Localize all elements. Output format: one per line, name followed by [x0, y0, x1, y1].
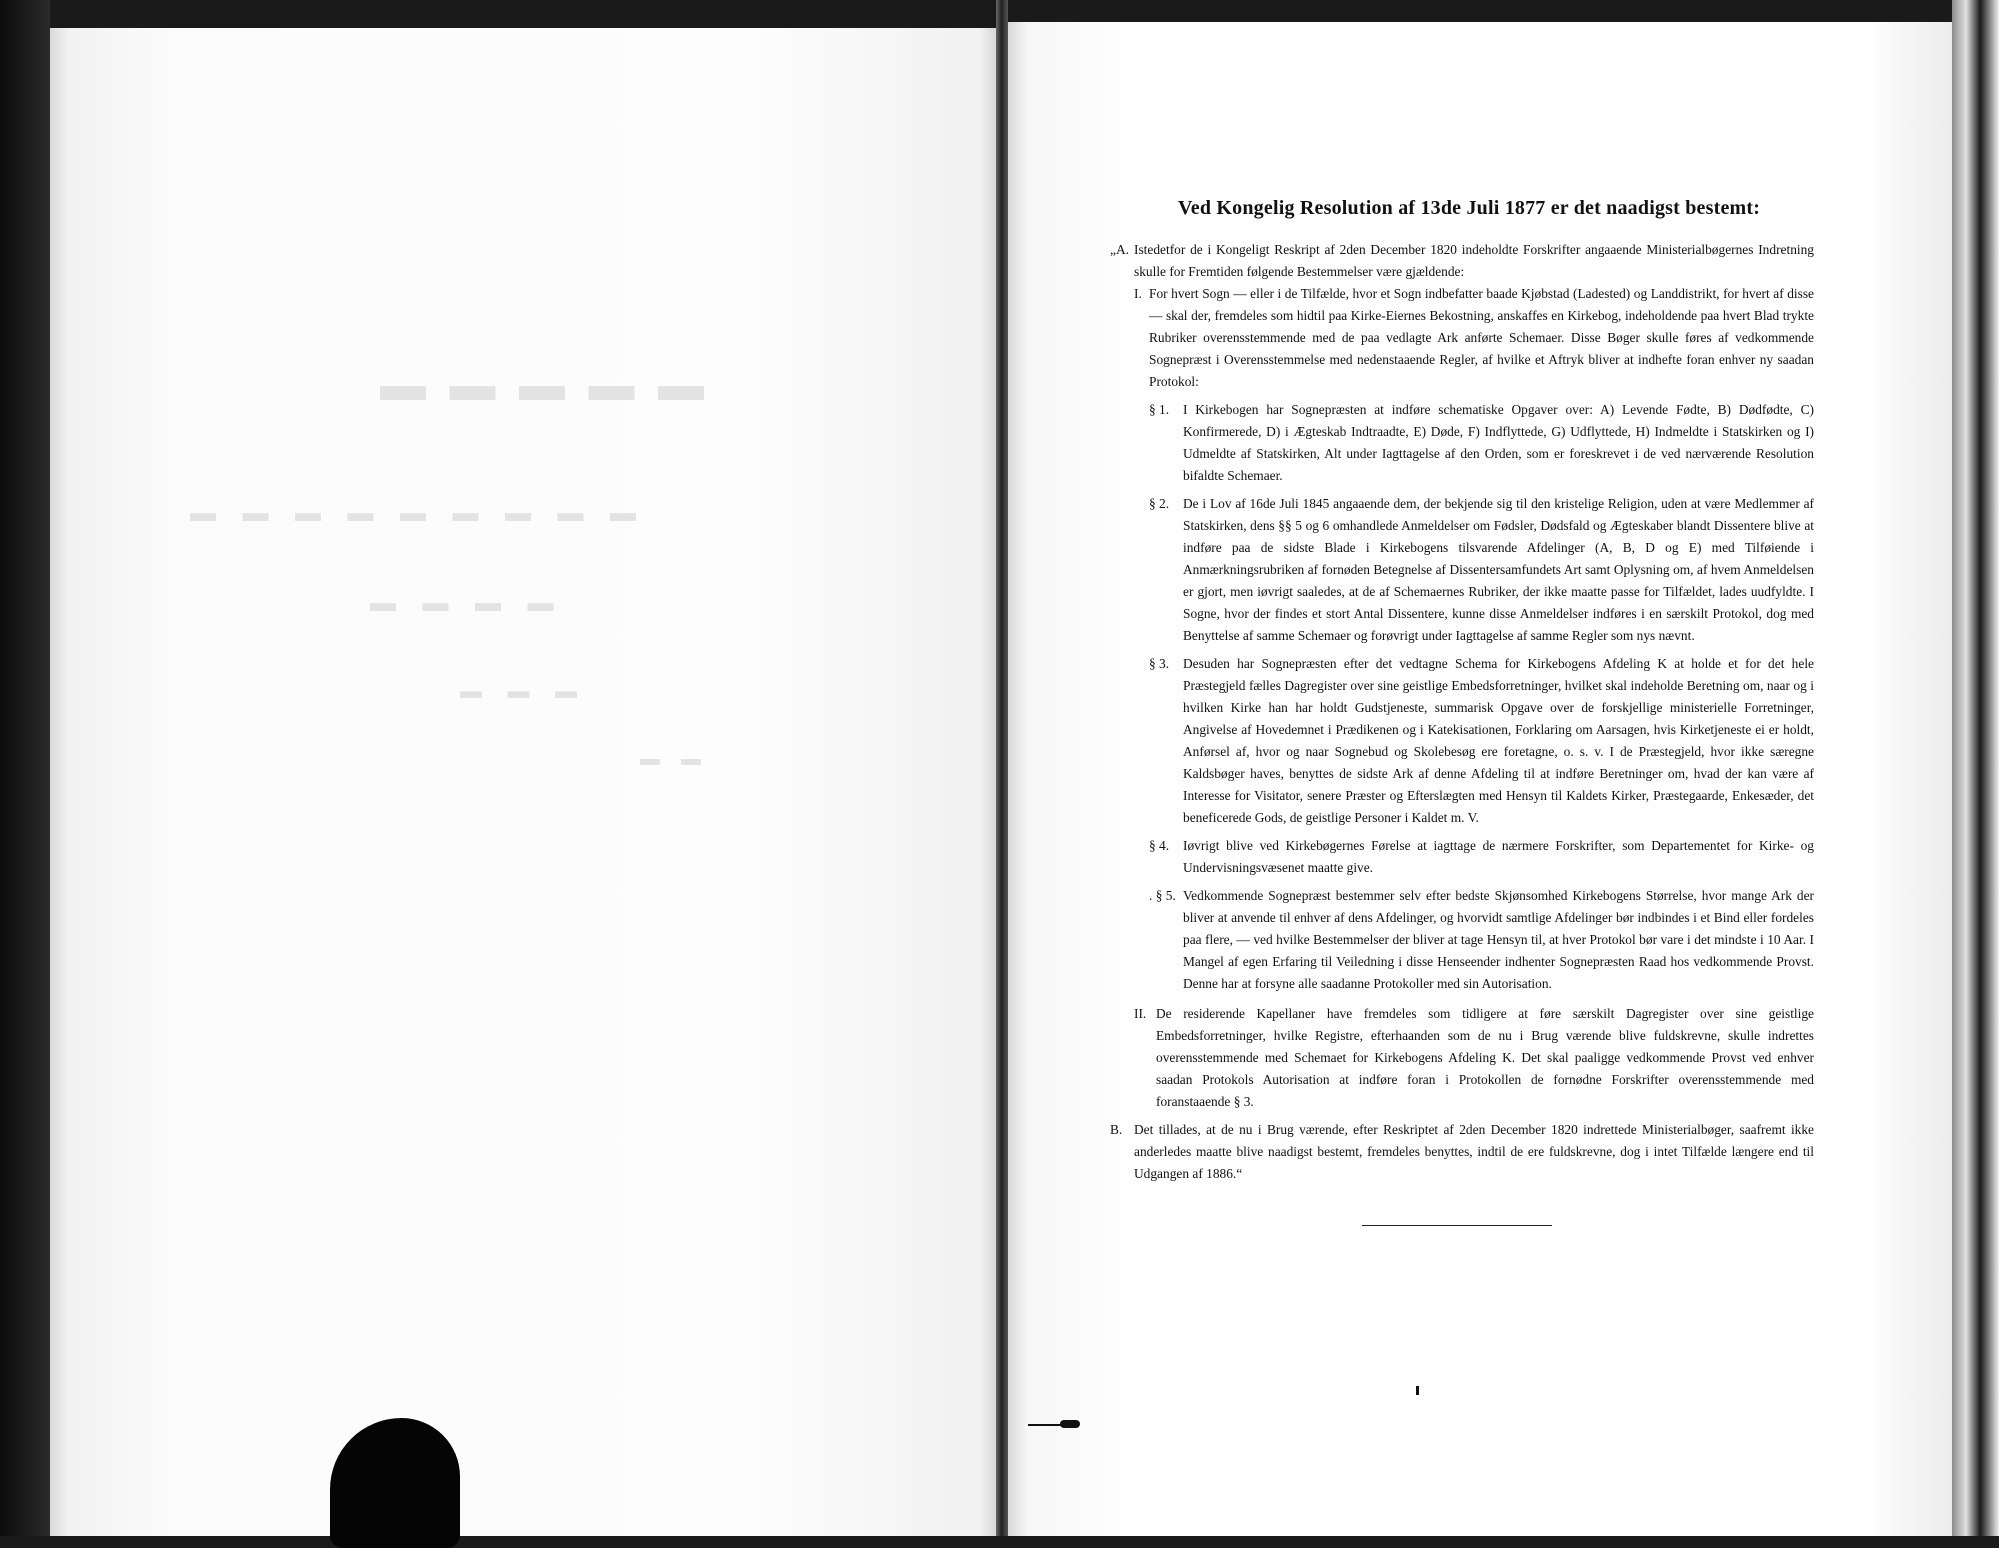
paragraph-5 — [1149, 885, 1814, 995]
closing-rule — [1362, 1225, 1552, 1226]
book-gutter — [996, 0, 1008, 1536]
ink-speck — [1060, 1420, 1080, 1428]
section-b — [1110, 1119, 1814, 1185]
paragraph-4 — [1149, 835, 1814, 879]
paragraph-label: . § 5. — [1149, 888, 1176, 903]
section-a-text: Istedetfor de i Kongeligt Reskript af 2den December 1820 indeholdte Forskrifter angaaende Ministerialbøgernes Indretning skulle for Fremtiden følgende Bestemmelser være gjældende: — [1134, 242, 1814, 279]
section-a-ii-text: De residerende Kapellaner have fremdeles som tidligere at føre særskilt Dagregister over sine geistlige Embedsforretninger, hvilke Registre, efterhaanden som de nu i Brug værende blive fuldskrevne, skulle indrettes overensstemmende med Schemaet for Kirkebogens Afdeling K. Det skal paaligge vedkommende Provst ved enhver saadan Protokols Autorisation at indføre foran i Protokollen de fornødne Forskrifter overensstemmende med foranstaaende § 3. — [1156, 1006, 1814, 1109]
paragraph-label: § 3. — [1149, 656, 1170, 671]
resolution-text — [1110, 197, 1814, 1226]
section-a — [1110, 239, 1814, 283]
paragraph-label: § 1. — [1149, 402, 1170, 417]
left-page-blank — [50, 28, 998, 1536]
bleed-through-shape: ▬ ▬ ▬ ▬ ▬ — [380, 359, 710, 410]
section-a-i — [1134, 283, 1814, 393]
paragraph-text: De i Lov af 16de Juli 1845 angaaende dem, der bekjende sig til den kristelige Religion, uden at være Medlemmer af Statskirken, dens §§ 5 og 6 omhandlede Anmeldelser om Fødsler, Dødsfald og Ægteskaber blandt Dissentere blive at indføre paa de sidste Blade i Kirkebogens tilsvarende Afdelinger (A, B, D og E) med Tilføiende i Anmærkningsrubriken af fornøden Betegnelse af Dissentersamfundets Art samt Oplysning om, af hvem Anmeldelsen er gjort, men iøvrigt saaledes, at de af Schemaernes Rubriker, der ikke maatte passe for Tilfældet, lades uudfyldte. I Sogne, hvor der findes et stort Antal Dissentere, kunne disse Anmeldelser indføres i en særskilt Protokol, dog med Benyttelse af samme Schemaer og forøvrigt under Iagttagelse af samme Regler som nys nævnt. — [1183, 496, 1814, 643]
page-edges-right — [1952, 0, 1999, 1536]
bleed-through-shape: ▬ ▬ ▬ — [460, 678, 587, 703]
page-title: Ved Kongelig Resolution af 13de Juli 1877 er det naadigst bestemt: — [1178, 197, 1761, 219]
paragraph-1 — [1149, 399, 1814, 487]
bleed-through-shape: ▬ ▬ ▬ ▬ — [370, 588, 564, 617]
paragraph-text: Iøvrigt blive ved Kirkebøgernes Førelse at iagttage de nærmere Forskrifter, som Departementet for Kirke- og Undervisningsvæsenet maatte give. — [1183, 838, 1814, 875]
paragraph-text: Desuden har Sognepræsten efter det vedtagne Schema for Kirkebogens Afdeling K at holde et for det hele Præstegjeld fælles Dagregister over sine geistlige Embedsforretninger, hvilket skal indeholde Beretning om, naar og i hvilken Kirke han har holdt Gudstjeneste, summarisk Opgave over de forskjellige ministerielle Forretninger, Angivelse af Hovedemnet i Prædikenen og i Katekisationen, Forklaring om Aarsagen, hvis Kirketjeneste ei er holdt, Anførsel af, hvor og naar Sognebud og Skolebesøg ere foretagne, o. s. v. I de Præstegjeld, hvor ikke særegne Kaldsbøger haves, benyttes de sidste Ark af denne Afdeling til at indføre Beretninger om, hvad der kan være af Interesse for Visitator, senere Præster og Efterslægten med Hensyn til Kaldets Kirker, Præstegaarde, Enkesæder, det beneficerede Gods, de geistlige Personer i Kaldet m. V. — [1183, 656, 1814, 825]
section-b-label: B. — [1110, 1122, 1123, 1137]
section-a-i-text: For hvert Sogn — eller i de Tilfælde, hvor et Sogn indbefatter baade Kjøbstad (Ladested) og Landdistrikt, for hvert af disse — skal der, fremdeles som hidtil paa Kirke-Eiernes Bekostning, anskaffes en Kirkebog, indeholdende paa hvert Blad trykte Rubriker overensstemmende med de paa vedlagte Ark anførte Schemaer. Disse Bøger skulle føres af vedkommende Sognepræst i Overensstemmelse med nedenstaaende Regler, af hvilke et Aftryk bliver at indhefte foran enhver ny saadan Protokol: — [1149, 286, 1814, 389]
paragraph-3 — [1149, 653, 1814, 829]
paragraph-list — [1125, 399, 1814, 995]
paragraph-2 — [1149, 493, 1814, 647]
paragraph-text: Vedkommende Sognepræst bestemmer selv efter bedste Skjønsomhed Kirkebogens Størrelse, hvor mange Ark der bliver at anvende til enhver af dens Afdelinger, og hvorvidt samtlige Afdelinger bør indbindes i et Bind eller fordeles paa flere, — ved hvilke Bestemmelser der bliver at tage Hensyn til, at hver Protokol bør vare i det mindste i 10 Aar. I Mangel af egen Erfaring til Veiledning i disse Henseender indhenter Sognepræsten Raad hos vedkommende Provst. Denne har at forsyne alle saadanne Protokoller med sin Autorisation. — [1183, 888, 1814, 991]
section-a-ii — [1134, 1003, 1814, 1113]
scan-background-left — [0, 0, 50, 1536]
bleed-through-shape: ▬ ▬ — [640, 748, 709, 770]
section-a-ii-label: II. — [1134, 1006, 1147, 1021]
ink-speck — [1416, 1386, 1419, 1395]
section-a-label: „A. — [1110, 242, 1129, 257]
paragraph-text: I Kirkebogen har Sognepræsten at indføre schematiske Opgaver over: A) Levende Fødte, B) Dødfødte, C) Konfirmerede, D) i Ægteskab Indtraadte, E) Døde, F) Indflyttede, G) Udflyttede, H) Indmeldte i Statskirken og I) Udmeldte af Statskirken, Alt under Iagttagelse af den Orden, som er foreskrevet i de ved nærværende Resolution bifaldte Schemaer. — [1183, 402, 1814, 483]
section-a-i-label: I. — [1134, 286, 1142, 301]
bleed-through-shape: ▬ ▬ ▬ ▬ ▬ ▬ ▬ ▬ ▬ — [190, 498, 646, 527]
paragraph-label: § 2. — [1149, 496, 1170, 511]
paragraph-label: § 4. — [1149, 838, 1170, 853]
section-b-text: Det tillades, at de nu i Brug værende, efter Reskriptet af 2den December 1820 indrettede Ministerialbøger, saafremt ikke anderledes maatte blive naadigst bestemt, fremdeles benyttes, indtil de ere fuldskrevne, dog i intet Tilfælde længere end til Udgangen af 1886.“ — [1134, 1122, 1814, 1181]
